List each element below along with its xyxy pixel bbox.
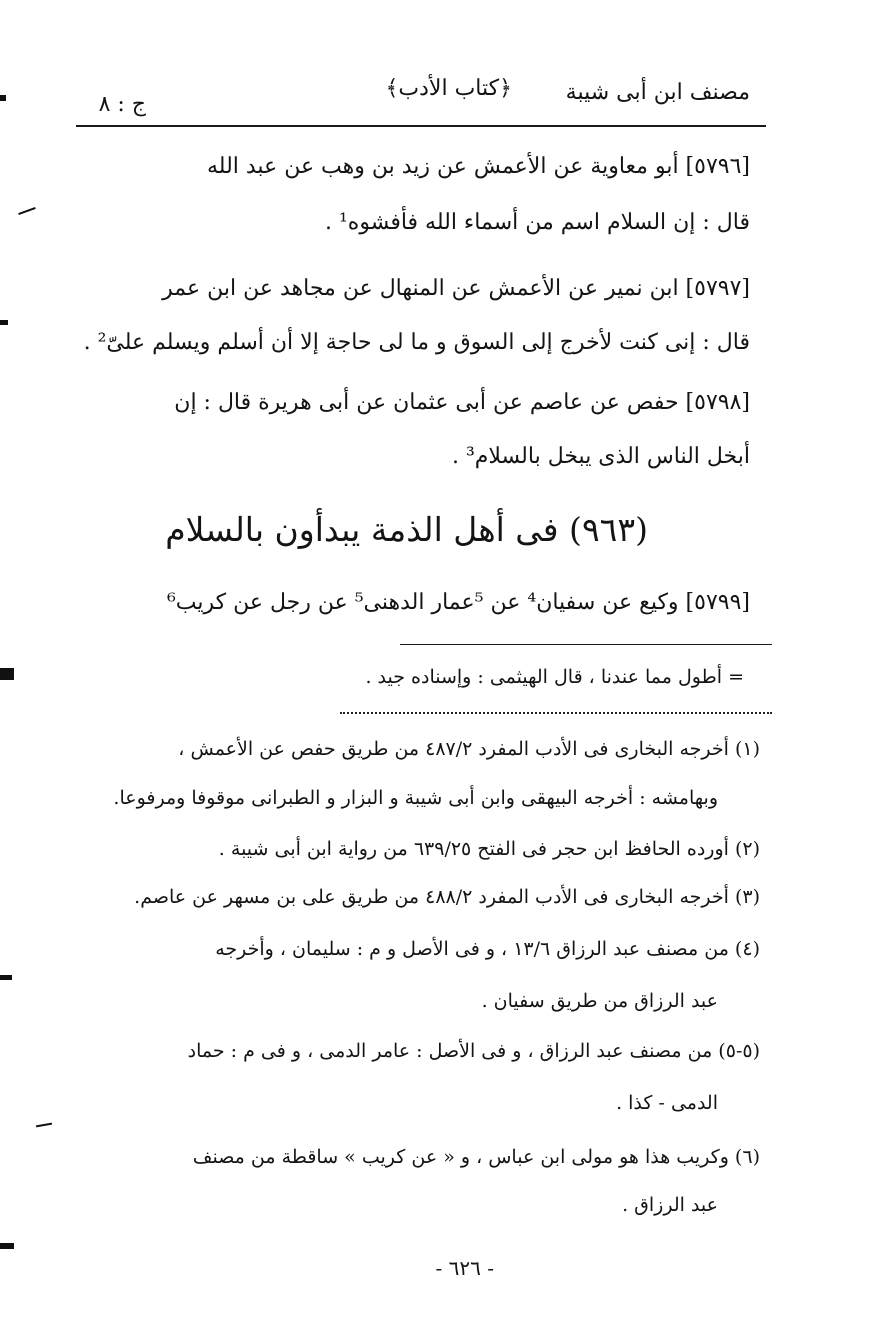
footnote-1-line-2: وبهامشه : أخرجه البيهقى وابن أبى شيبة و البزار و الطبرانى موقوفا ومرفوعا.	[113, 787, 718, 809]
header-volume-number: ج : ٨	[98, 92, 146, 117]
header-book-title: مصنف ابن أبى شيبة	[565, 80, 750, 105]
continued-note-line: = أطول مما عندنا ، قال الهيثمى : وإسناده جيد .	[365, 666, 744, 688]
page-number: - ٦٢٦ -	[435, 1256, 494, 1280]
footnote-separator-rule	[400, 644, 772, 645]
hadith-5796-line-2: قال : إن السلام اسم من أسماء الله فأفشوه¹ .	[324, 210, 750, 235]
footnote-1-line-1: (١) أخرجه البخارى فى الأدب المفرد ٤٨٧/٢ من طريق حفص عن الأعمش ،	[178, 738, 760, 760]
hadith-5797-line-2: قال : إنى كنت لأخرج إلى السوق و ما لى حاجة إلا أن أسلم ويسلم علىّ² .	[83, 330, 750, 355]
scan-edge-mark	[0, 95, 6, 101]
footnote-5-line-2: الدمى - كذا .	[616, 1092, 718, 1114]
header-rule	[76, 125, 766, 127]
footnote-3-line-1: (٣) أخرجه البخارى فى الأدب المفرد ٤٨٨/٢ من طريق على بن مسهر عن عاصم.	[134, 886, 760, 908]
header-chapter-title: ﴿كتاب الأدب﴾	[385, 76, 512, 101]
footnote-6-line-1: (٦) وكريب هذا هو مولى ابن عباس ، و « عن كريب » ساقطة من مصنف	[192, 1146, 760, 1168]
scan-edge-mark	[0, 975, 12, 980]
footnote-4-line-1: (٤) من مصنف عبد الرزاق ١٣/٦ ، و فى الأصل و م : سليمان ، وأخرجه	[215, 938, 760, 960]
hadith-5796-line-1: [٥٧٩٦] أبو معاوية عن الأعمش عن زيد بن وهب عن عبد الله	[207, 154, 750, 179]
hadith-5797-line-1: [٥٧٩٧] ابن نمير عن الأعمش عن المنهال عن مجاهد عن ابن عمر	[162, 276, 750, 301]
hadith-5798-line-1: [٥٧٩٨] حفص عن عاصم عن أبى عثمان عن أبى هريرة قال : إن	[174, 390, 750, 415]
scan-edge-mark	[0, 1243, 14, 1249]
scan-edge-mark	[0, 668, 14, 680]
footnote-5-line-1: (٥-٥) من مصنف عبد الرزاق ، و فى الأصل : عامر الدمى ، و فى م : حماد	[187, 1040, 760, 1062]
hadith-5799-line-1: [٥٧٩٩] وكيع عن سفيان⁴ عن ⁵عمار الدهنى⁵ عن رجل عن كريب⁶	[166, 590, 750, 615]
footnote-2-line-1: (٢) أورده الحافظ ابن حجر فى الفتح ٦٣٩/٢٥ من رواية ابن أبى شيبة .	[218, 838, 760, 860]
wavy-separator-rule	[340, 712, 772, 715]
scan-edge-mark	[0, 320, 8, 325]
hadith-5798-line-2: أبخل الناس الذى يبخل بالسلام³ .	[451, 444, 750, 469]
footnote-4-line-2: عبد الرزاق من طريق سفيان .	[481, 990, 718, 1012]
section-heading: (٩٦٣) فى أهل الذمة يبدأون بالسلام	[165, 510, 648, 549]
footnote-6-line-2: عبد الرزاق .	[622, 1194, 718, 1216]
scan-edge-mark	[18, 207, 36, 215]
scan-edge-mark	[36, 1123, 52, 1128]
